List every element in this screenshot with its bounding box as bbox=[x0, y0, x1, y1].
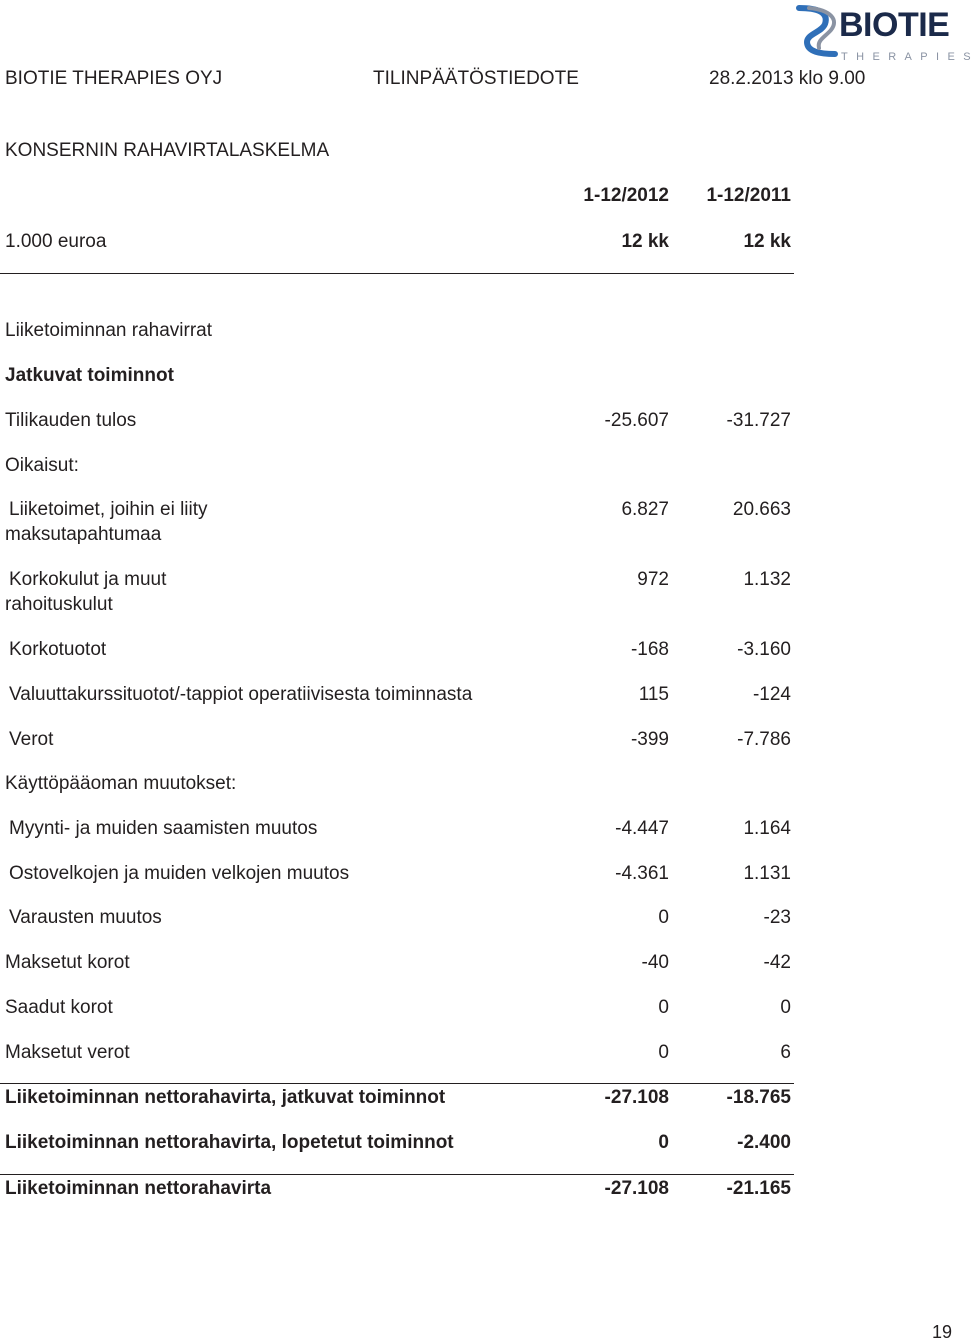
release-date: 28.2.2013 klo 9.00 bbox=[709, 68, 866, 89]
row-value-2012: -4.447 bbox=[615, 818, 669, 839]
row-label: Verot bbox=[9, 729, 54, 750]
total-divider bbox=[0, 1174, 794, 1175]
working-capital-heading: Käyttöpääoman muutokset: bbox=[5, 773, 237, 794]
biotie-logo-mark-icon bbox=[795, 4, 839, 66]
subtotal-value-2011: -18.765 bbox=[726, 1087, 791, 1108]
subtotal-label: Liiketoiminnan nettorahavirta, lopetetut toiminnot bbox=[5, 1132, 454, 1153]
row-label: Maksetut verot bbox=[5, 1042, 130, 1063]
adjustments-heading: Oikaisut: bbox=[5, 455, 79, 476]
subsection-heading: Jatkuvat toiminnot bbox=[5, 365, 174, 386]
row-label: Korkokulut ja muut bbox=[9, 569, 167, 590]
row-value-2011: -42 bbox=[763, 952, 791, 973]
column-header-2012: 1-12/2012 bbox=[583, 185, 669, 206]
row-value-2012: -399 bbox=[630, 729, 669, 750]
column-header-2011: 1-12/2011 bbox=[706, 185, 791, 206]
row-value-2012: 6.827 bbox=[621, 499, 669, 520]
row-value-2011: 1.164 bbox=[743, 818, 791, 839]
row-value-2012: -25.607 bbox=[604, 410, 669, 431]
row-value-2011: 6 bbox=[780, 1042, 791, 1063]
row-label-continued: rahoituskulut bbox=[5, 594, 113, 615]
logo-wordmark: BIOTIE bbox=[839, 6, 950, 44]
row-value-2012: -4.361 bbox=[615, 863, 669, 884]
months-2012: 12 kk bbox=[621, 231, 669, 252]
row-value-2012: 0 bbox=[658, 907, 669, 928]
row-label-continued: maksutapahtumaa bbox=[5, 524, 162, 545]
row-value-2011: -23 bbox=[763, 907, 791, 928]
unit-label: 1.000 euroa bbox=[5, 231, 107, 252]
total-label: Liiketoiminnan nettorahavirta bbox=[5, 1178, 272, 1199]
subtotal-value-2012: -27.108 bbox=[604, 1087, 669, 1108]
subtotal-value-2012: 0 bbox=[658, 1132, 669, 1153]
header-divider bbox=[0, 273, 794, 274]
row-label: Liiketoimet, joihin ei liity bbox=[9, 499, 208, 520]
subtotal-value-2011: -2.400 bbox=[737, 1132, 791, 1153]
months-2011: 12 kk bbox=[743, 231, 791, 252]
logo-tagline: THERAPIES bbox=[841, 51, 979, 63]
row-value-2012: -40 bbox=[641, 952, 669, 973]
row-value-2011: 1.131 bbox=[743, 863, 791, 884]
row-label: Ostovelkojen ja muiden velkojen muutos bbox=[9, 863, 350, 884]
document-type: TILINPÄÄTÖSTIEDOTE bbox=[373, 68, 579, 89]
row-label: Valuuttakurssituotot/-tappiot operatiivisesta toiminnasta bbox=[9, 684, 473, 705]
section-heading: Liiketoiminnan rahavirrat bbox=[5, 320, 212, 341]
row-label: Korkotuotot bbox=[9, 639, 107, 660]
row-label: Varausten muutos bbox=[9, 907, 162, 928]
row-value-2012: 0 bbox=[658, 1042, 669, 1063]
row-value-2011: -124 bbox=[752, 684, 791, 705]
statement-title: KONSERNIN RAHAVIRTALASKELMA bbox=[5, 140, 330, 161]
row-label: Maksetut korot bbox=[5, 952, 130, 973]
row-value-2012: 115 bbox=[638, 684, 669, 705]
row-value-2011: -7.786 bbox=[737, 729, 791, 750]
row-value-2011: -31.727 bbox=[726, 410, 791, 431]
row-value-2012: 972 bbox=[637, 569, 669, 590]
row-label: Myynti- ja muiden saamisten muutos bbox=[9, 818, 318, 839]
biotie-logo bbox=[795, 4, 979, 66]
row-value-2011: 1.132 bbox=[743, 569, 791, 590]
subtotal-label: Liiketoiminnan nettorahavirta, jatkuvat toiminnot bbox=[5, 1087, 446, 1108]
page-number: 19 bbox=[931, 1322, 952, 1342]
company-name: BIOTIE THERAPIES OYJ bbox=[5, 68, 223, 89]
total-value-2011: -21.165 bbox=[726, 1178, 791, 1199]
row-value-2011: 20.663 bbox=[732, 499, 791, 520]
row-label: Saadut korot bbox=[5, 997, 113, 1018]
row-value-2011: -3.160 bbox=[737, 639, 791, 660]
row-value-2012: -168 bbox=[630, 639, 669, 660]
total-value-2012: -27.108 bbox=[604, 1178, 669, 1199]
subtotal-divider bbox=[0, 1083, 794, 1084]
row-label: Tilikauden tulos bbox=[5, 410, 137, 431]
row-value-2012: 0 bbox=[658, 997, 669, 1018]
row-value-2011: 0 bbox=[780, 997, 791, 1018]
